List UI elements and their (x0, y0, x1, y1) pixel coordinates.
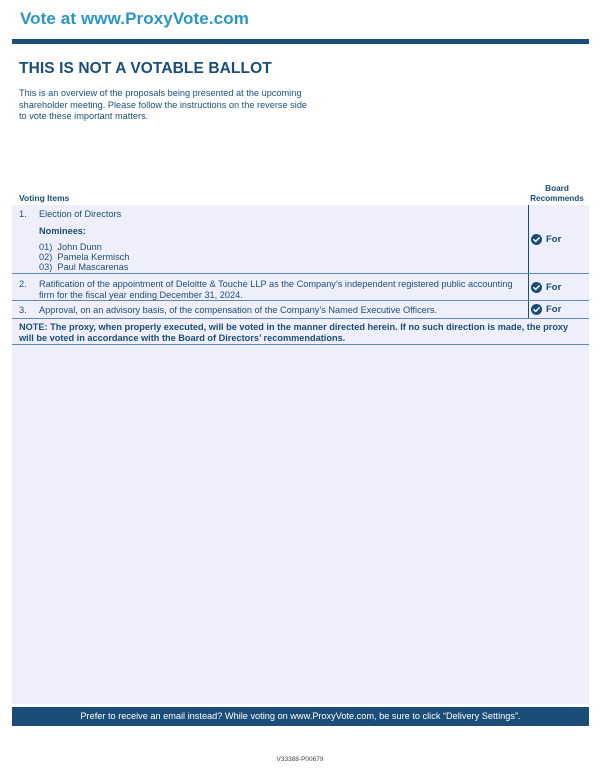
recommendation (531, 234, 561, 245)
board-recommends-header (528, 184, 586, 203)
item-number: 3. (19, 305, 27, 315)
board-recommends-header-line2: Recommends (530, 193, 584, 203)
nominee-name: John Dunn (57, 242, 102, 252)
board-recommends-header-line1: Board (545, 184, 569, 193)
proxy-note: NOTE: The proxy, when properly executed, will be voted in the manner directed herein. If no such direction is made, the proxy will be voted in accordance with the Board of Directors’ recommendations. (19, 322, 569, 343)
recommendation-label: For (546, 282, 562, 293)
nominee-item (39, 262, 128, 272)
nominee-number: 02) (39, 252, 53, 262)
recommendation-label: For (546, 304, 562, 315)
recommend-column-divider (528, 274, 529, 300)
check-circle-icon (531, 234, 542, 245)
recommend-column-divider (528, 301, 529, 318)
check-circle-icon (531, 282, 542, 293)
voting-items-header: Voting Items (19, 193, 70, 203)
recommendation-label: For (546, 234, 562, 245)
nominees-label: Nominees: (39, 226, 86, 236)
row-divider (12, 344, 589, 345)
item-number: 1. (19, 209, 27, 219)
nominee-item (39, 252, 129, 262)
item-text: Approval, on an advisory basis, of the compensation of the Company’s Named Executive Officers. (39, 305, 437, 315)
site-title: Vote at www.ProxyVote.com (20, 9, 249, 28)
nominee-name: Pamela Kermisch (57, 252, 130, 262)
row-divider (12, 318, 589, 319)
recommendation (531, 304, 561, 315)
page-title: THIS IS NOT A VOTABLE BALLOT (19, 60, 272, 77)
document-code: V33388-P00679 (276, 756, 324, 763)
row-divider (12, 273, 589, 274)
nominee-item (39, 242, 102, 252)
recommendation (531, 282, 561, 293)
recommend-column-divider (528, 205, 529, 273)
header-divider (12, 39, 589, 44)
delivery-settings-banner: Prefer to receive an email instead? While voting on www.ProxyVote.com, be sure to click “Delivery Settings”. (12, 707, 589, 726)
row-divider (12, 300, 589, 301)
nominee-number: 01) (39, 242, 53, 252)
item-number: 2. (19, 279, 27, 289)
intro-text: This is an overview of the proposals being presented at the upcoming shareholder meeting. Please follow the instructions on the reverse side to vote these important matters. (19, 88, 308, 121)
nominee-name: Paul Mascarenas (57, 262, 129, 272)
item-text: Ratification of the appointment of Deloitte & Touche LLP as the Company’s independent registered public accounting firm for the fiscal year ending December 31, 2024. (39, 279, 513, 300)
check-circle-icon (531, 304, 542, 315)
nominee-number: 03) (39, 262, 53, 272)
item-text: Election of Directors (39, 209, 122, 219)
